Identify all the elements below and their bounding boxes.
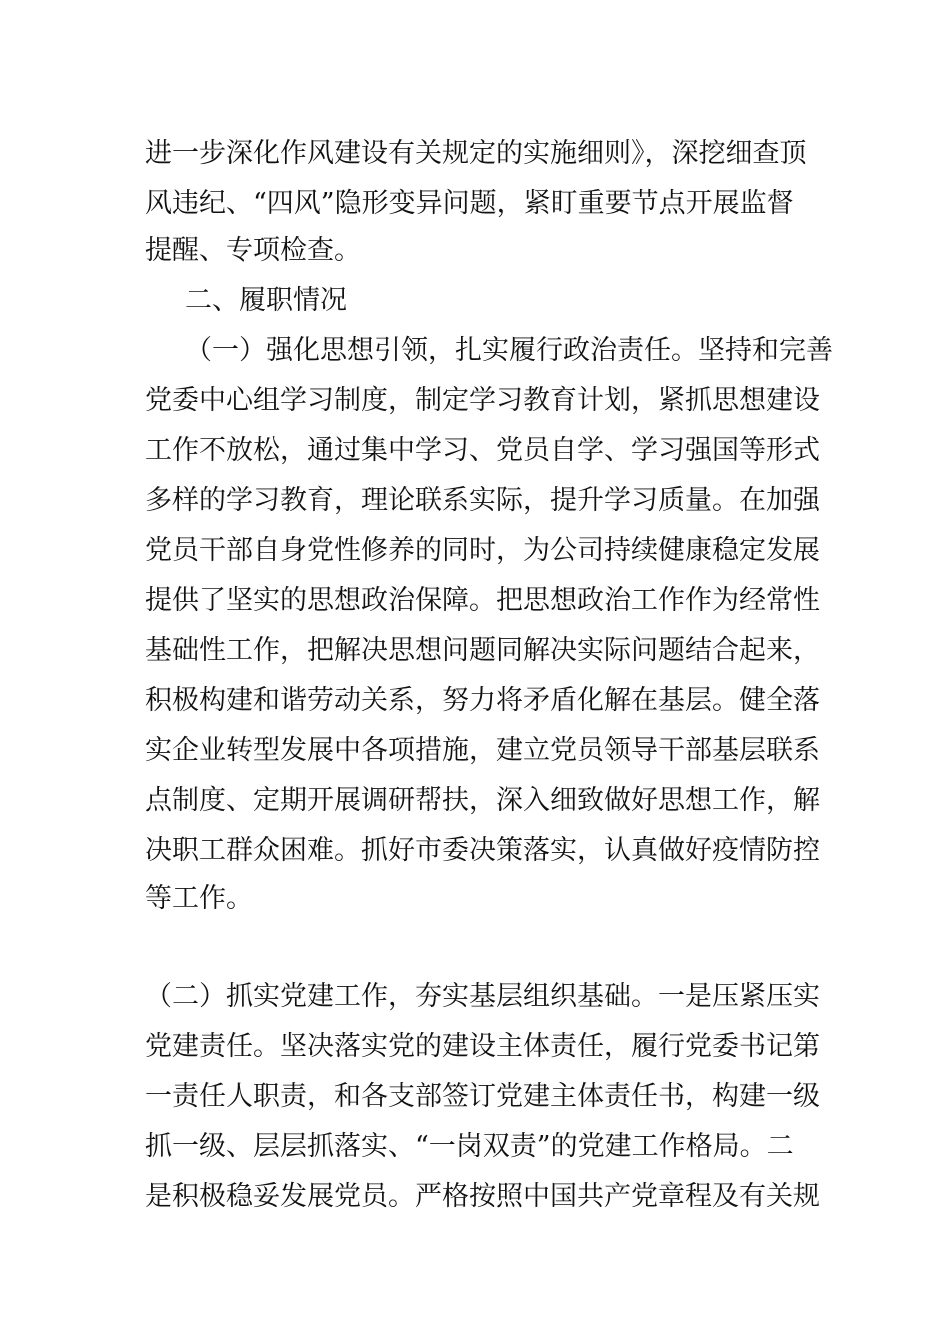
section-heading: 二、履职情况 [185,285,347,316]
text-line: 提供了坚实的思想政治保障。把思想政治工作作为经常性 [145,585,820,616]
text-line: 等工作。 [145,883,253,914]
paragraph-first-line: （一）强化思想引领，扎实履行政治责任。坚持和完善 [185,335,833,366]
text-line: 是积极稳妥发展党员。严格按照中国共产党章程及有关规 [145,1181,820,1212]
paragraph-first-line: （二）抓实党建工作，夯实基层组织基础。一是压紧压实 [145,981,820,1012]
text-line: 基础性工作，把解决思想问题同解决实际问题结合起来， [145,635,820,666]
text-line: 党员干部自身党性修养的同时，为公司持续健康稳定发展 [145,535,820,566]
text-line: 提醒、专项检查。 [145,235,361,266]
text-line: 抓一级、层层抓落实、“一岗双责”的党建工作格局。二 [145,1131,794,1162]
text-line: 党委中心组学习制度，制定学习教育计划，紧抓思想建设 [145,385,820,416]
text-line: 一责任人职责，和各支部签订党建主体责任书，构建一级 [145,1081,820,1112]
text-line: 实企业转型发展中各项措施，建立党员领导干部基层联系 [145,735,820,766]
text-line: 风违纪、“四风”隐形变异问题，紧盯重要节点开展监督 [145,188,794,219]
text-line: 点制度、定期开展调研帮扶，深入细致做好思想工作，解 [145,785,820,816]
text-line: 积极构建和谐劳动关系，努力将矛盾化解在基层。健全落 [145,685,820,716]
text-line: 多样的学习教育，理论联系实际，提升学习质量。在加强 [145,485,820,516]
text-line: 决职工群众困难。抓好市委决策落实，认真做好疫情防控 [145,835,820,866]
text-line: 党建责任。坚决落实党的建设主体责任，履行党委书记第 [145,1031,820,1062]
text-line: 进一步深化作风建设有关规定的实施细则》，深挖细查顶 [145,138,807,169]
text-line: 工作不放松，通过集中学习、党员自学、学习强国等形式 [145,435,820,466]
